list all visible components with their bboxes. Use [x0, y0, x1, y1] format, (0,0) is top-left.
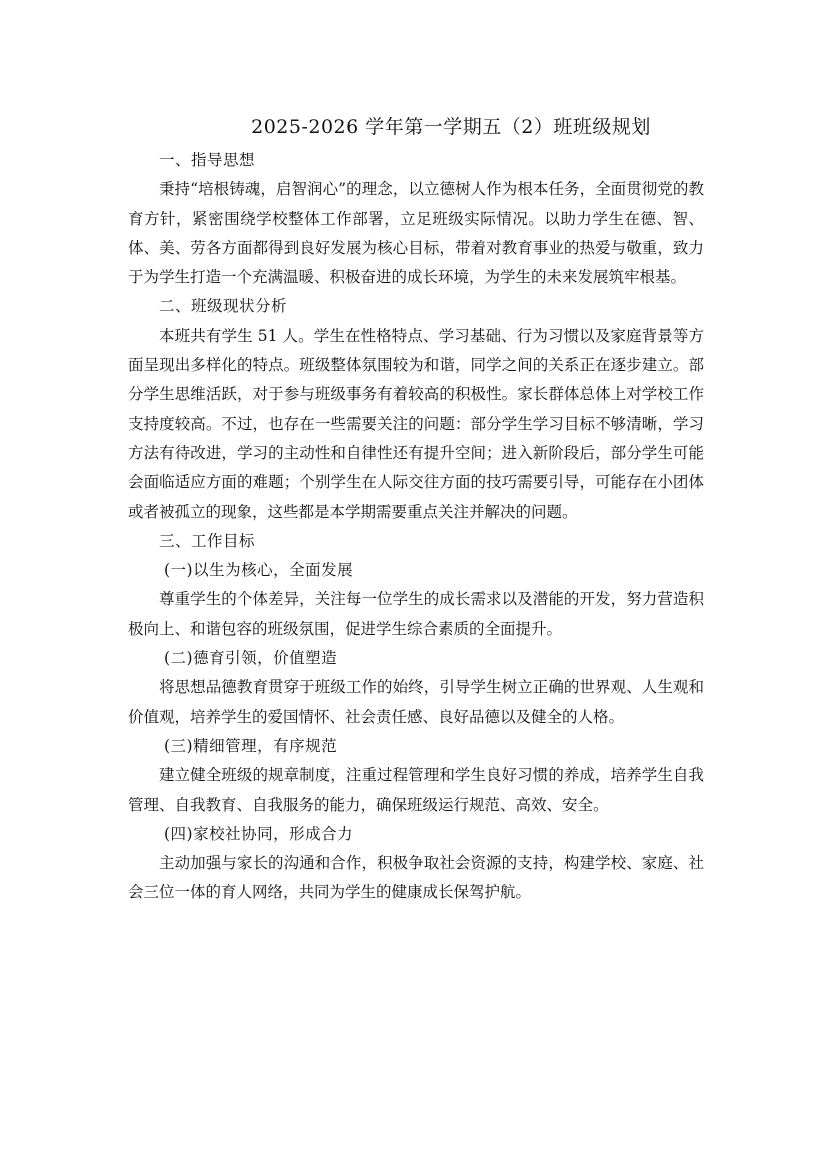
- subsection-paragraph-student-centered: 尊重学生的个体差异，关注每一位学生的成长需求以及潜能的开发，努力营造积极向上、和谐包容的班级氛围，促进学生综合素质的全面提升。: [128, 590, 704, 638]
- document-title: 2025-2026 学年第一学期五（2）班班级规划: [251, 116, 651, 138]
- subsection-paragraph-moral-education: 将思想品德教育贯穿于班级工作的始终，引导学生树立正确的世界观、人生观和价值观，培养学生的爱国情怀、社会责任感、良好品德以及健全的人格。: [128, 678, 704, 726]
- section-paragraph-guiding-ideology: 秉持“培根铸魂，启智润心”的理念，以立德树人作为根本任务，全面贯彻党的教育方针，紧密围绕学校整体工作部署，立足班级实际情况。以助力学生在德、智、体、美、劳各方面都得到良好发展为核心目标，带着对教育事业的热爱与敬重，致力于为学生打造一个充满温暖、积极奋进的成长环境，为学生的未来发展筑牢根基。: [128, 180, 704, 287]
- subsection-heading-moral-education: (二)德育引领，价值塑造: [164, 649, 338, 668]
- subsection-paragraph-fine-management: 建立健全班级的规章制度，注重过程管理和学生良好习惯的养成，培养学生自我管理、自我教育、自我服务的能力，确保班级运行规范、高效、安全。: [128, 766, 704, 814]
- document-body: [128, 108, 704, 908]
- subsection-paragraph-home-school-cooperation: 主动加强与家长的沟通和合作，积极争取社会资源的支持，构建学校、家庭、社会三位一体的育人网络，共同为学生的健康成长保驾护航。: [128, 854, 704, 902]
- section-heading-work-goals: 三、工作目标: [159, 531, 256, 550]
- section-paragraph-class-analysis: 本班共有学生 51 人。学生在性格特点、学习基础、行为习惯以及家庭背景等方面呈现出多样化的特点。班级整体氛围较为和谐，同学之间的关系正在逐步建立。部分学生思维活跃，对于参与班级事务有着较高的积极性。家长群体总体上对学校工作支持度较高。不过，也存在一些需要关注的问题：部分学生学习目标不够清晰，学习方法有待改进，学习的主动性和自律性还有提升空间；进入新阶段后，部分学生可能会面临适应方面的难题；个别学生在人际交往方面的技巧需要引导，可能存在小团体或者被孤立的现象，这些都是本学期需要重点关注并解决的问题。: [128, 326, 704, 521]
- subsection-heading-student-centered: (一)以生为核心，全面发展: [164, 561, 354, 580]
- subsection-heading-fine-management: (三)精细管理，有序规范: [164, 736, 338, 755]
- subsection-heading-home-school-cooperation: (四)家校社协同，形成合力: [164, 824, 354, 843]
- section-heading-class-analysis: 二、班级现状分析: [159, 297, 288, 316]
- section-heading-guiding-ideology: 一、指导思想: [159, 151, 256, 169]
